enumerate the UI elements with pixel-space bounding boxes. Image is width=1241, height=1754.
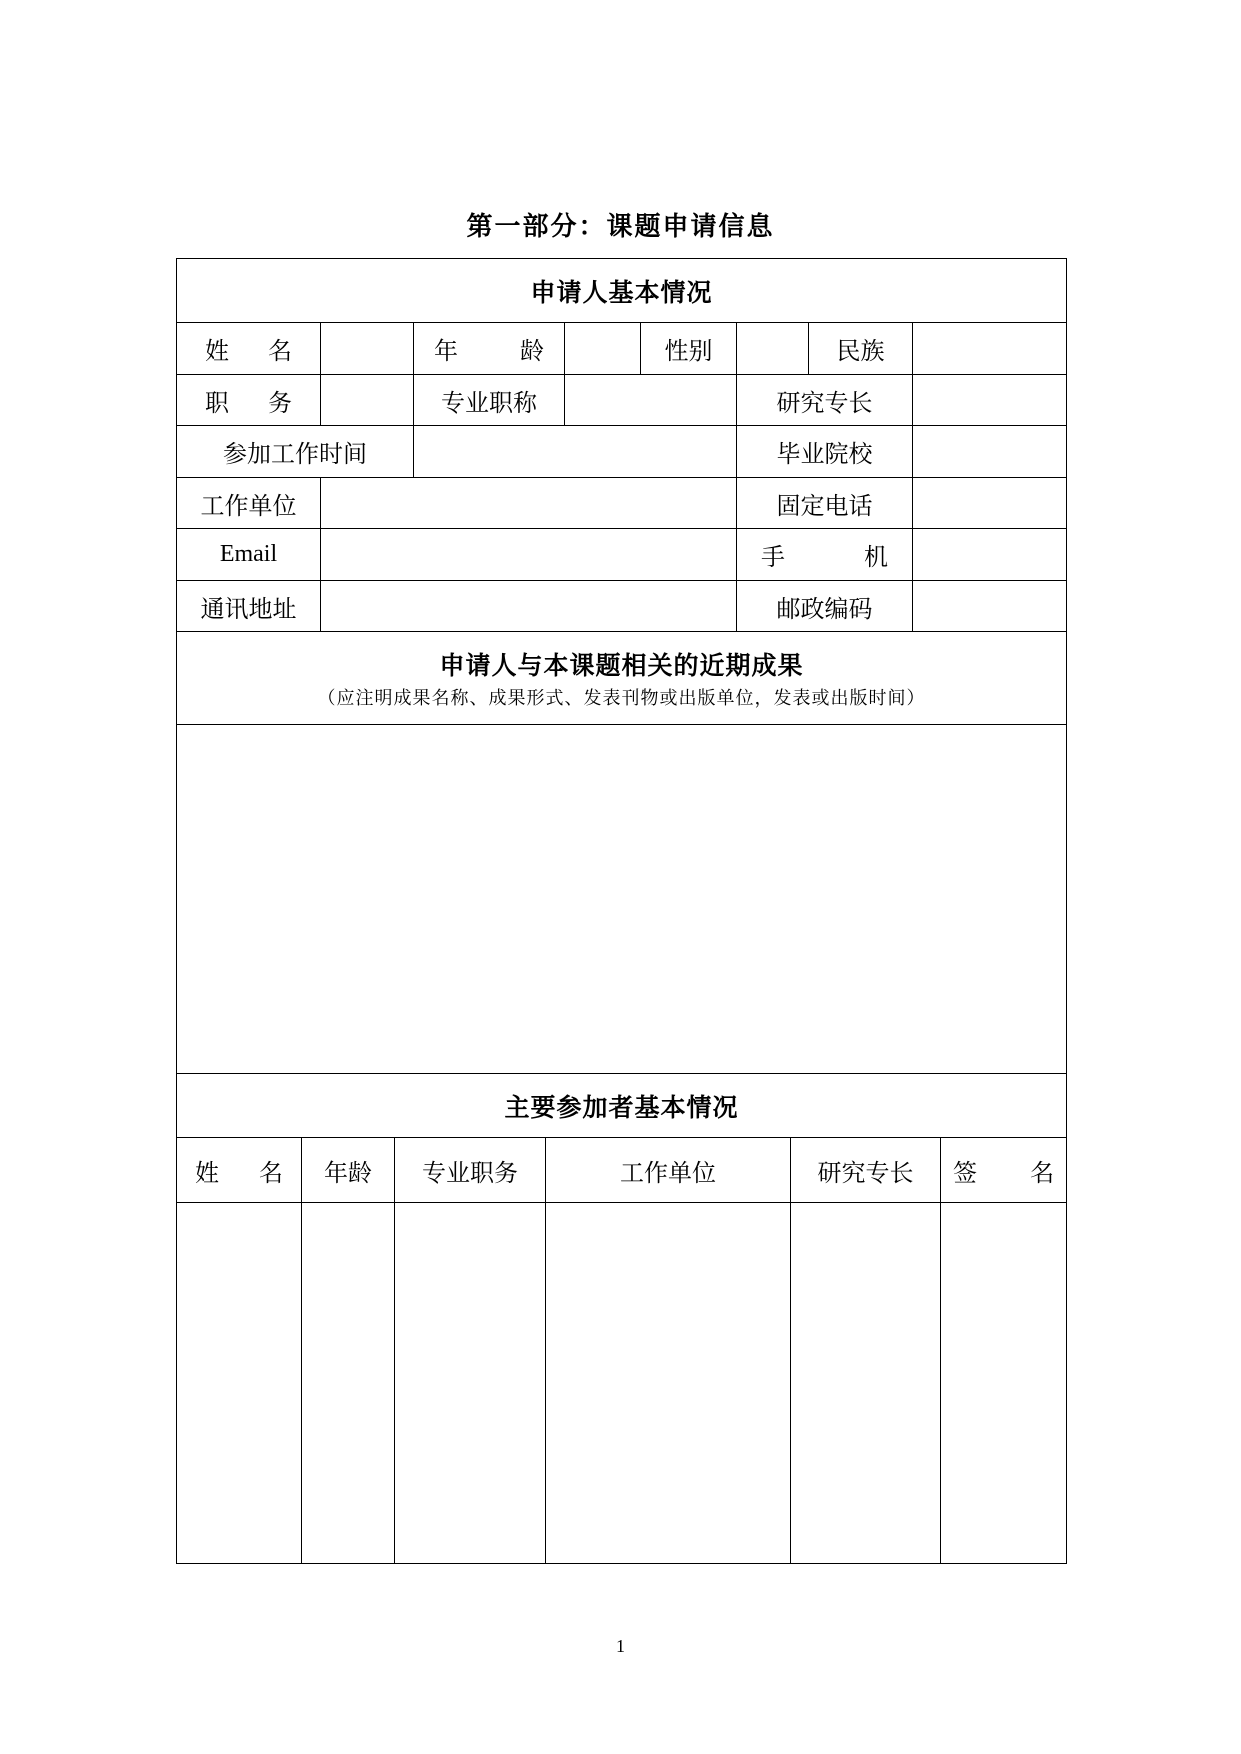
professional-title-field[interactable]: [565, 375, 737, 426]
address-label: 通讯地址: [177, 581, 321, 632]
ethnicity-label: 民族: [809, 323, 913, 375]
col-name: [177, 1138, 302, 1203]
label-char: 名: [268, 339, 292, 365]
col-research-specialty: 研究专长: [791, 1138, 941, 1203]
label-char: 姓: [195, 1160, 219, 1187]
achievements-field[interactable]: [177, 725, 1067, 1074]
label-char: 务: [268, 390, 292, 417]
work-unit-label: 工作单位: [177, 478, 321, 529]
participant-name-field[interactable]: [177, 1203, 302, 1564]
postal-code-field[interactable]: [913, 581, 1067, 632]
professional-title-label: 专业职称: [414, 375, 565, 426]
gender-label: 性别: [641, 323, 737, 375]
page-title: 第一部分：课题申请信息: [466, 212, 775, 241]
ethnicity-field[interactable]: [913, 323, 1067, 375]
participant-position-field[interactable]: [395, 1203, 546, 1564]
position-label: [177, 375, 321, 426]
label-char: 年: [434, 339, 458, 365]
label-char: 姓: [205, 339, 229, 365]
col-signature: [941, 1138, 1067, 1203]
mobile-label: [737, 529, 913, 581]
participant-specialty-field[interactable]: [791, 1203, 941, 1564]
age-label: [414, 323, 565, 375]
participants-table: [176, 1073, 1067, 1564]
applicant-info-table: [176, 258, 1067, 1074]
col-work-unit: 工作单位: [546, 1138, 791, 1203]
participant-signature-field[interactable]: [941, 1203, 1067, 1564]
landline-label: 固定电话: [737, 478, 913, 529]
label-char: 签: [953, 1160, 977, 1187]
applicant-section-header: 申请人基本情况: [177, 259, 1067, 323]
label-char: 名: [1030, 1160, 1055, 1187]
label-char: 职: [205, 390, 229, 417]
participants-section-header: 主要参加者基本情况: [177, 1074, 1067, 1138]
label-char: 机: [864, 545, 888, 571]
page-number: 1: [616, 1636, 625, 1656]
gender-field[interactable]: [737, 323, 809, 375]
label-char: 名: [259, 1160, 283, 1187]
name-field[interactable]: [321, 323, 414, 375]
work-start-time-label: 参加工作时间: [177, 426, 414, 478]
landline-field[interactable]: [913, 478, 1067, 529]
name-label: [177, 323, 321, 375]
label-char: 龄: [520, 339, 544, 365]
achievements-section-header: [177, 632, 1067, 725]
research-specialty-field[interactable]: [913, 375, 1067, 426]
achievements-note: （应注明成果名称、成果形式、发表刊物或出版单位，发表或出版时间）: [317, 688, 926, 708]
email-field[interactable]: [321, 529, 737, 581]
work-unit-field[interactable]: [321, 478, 737, 529]
participant-age-field[interactable]: [302, 1203, 395, 1564]
postal-code-label: 邮政编码: [737, 581, 913, 632]
mobile-field[interactable]: [913, 529, 1067, 581]
col-professional-position: 专业职务: [395, 1138, 546, 1203]
work-start-time-field[interactable]: [414, 426, 737, 478]
graduated-school-field[interactable]: [913, 426, 1067, 478]
achievements-title: 申请人与本课题相关的近期成果: [439, 653, 804, 680]
research-specialty-label: 研究专长: [737, 375, 913, 426]
label-char: 手: [761, 545, 785, 571]
address-field[interactable]: [321, 581, 737, 632]
col-age: 年龄: [302, 1138, 395, 1203]
participant-work-unit-field[interactable]: [546, 1203, 791, 1564]
position-field[interactable]: [321, 375, 414, 426]
email-label: Email: [177, 529, 321, 581]
graduated-school-label: 毕业院校: [737, 426, 913, 478]
age-field[interactable]: [565, 323, 641, 375]
